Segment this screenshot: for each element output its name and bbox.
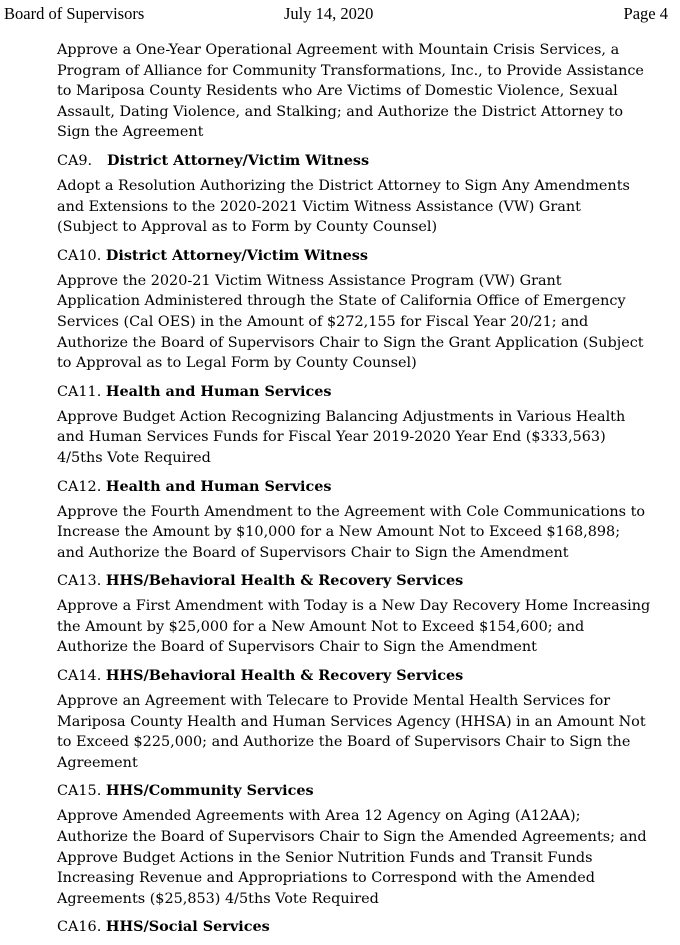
agenda-item-heading [57, 917, 660, 937]
agenda-item-department: HHS/Community Services [105, 782, 314, 800]
agenda-item-code: CA15. [57, 783, 102, 800]
agenda-item-department: District Attorney/Victim Witness [107, 151, 370, 169]
agenda-item [57, 666, 660, 773]
agenda-item-description: Approve a First Amendment with Today is a New Day Recovery Home Increasing the Amount by $25,000 for a New Amount Not to Exceed $154,600; and Authorize the Board of Supervisors Chair to Sign the Amendment [57, 598, 651, 656]
agenda-item-heading [57, 571, 660, 591]
header-page-number: Page 4 [623, 4, 668, 23]
agenda-item-heading [57, 151, 660, 171]
agenda-item [57, 246, 660, 374]
agenda-item-department: Health and Human Services [105, 382, 332, 400]
agenda-item-description: Approve Amended Agreements with Area 12 Agency on Aging (A12AA); Authorize the Board of Supervisors Chair to Sign the Amended Agreements; and Approve Budget Actions in the Senior Nutrition Funds and Transit Funds Increasing Revenue and Appropriations to Correspond with the Amended Agreements ($25,853) 4/5ths Vote Required [57, 808, 647, 907]
agenda-item-department: Health and Human Services [105, 477, 332, 495]
agenda-item-description: Approve Budget Action Recognizing Balancing Adjustments in Various Health and Human Services Funds for Fiscal Year 2019-2020 Year End ($333,563) 4/5ths Vote Required [57, 408, 626, 466]
agenda-item [57, 151, 660, 238]
page-header [4, 4, 668, 24]
agenda-item [57, 382, 660, 469]
header-date: July 14, 2020 [284, 4, 374, 23]
agenda-item-description: Approve the Fourth Amendment to the Agreement with Cole Communications to Increase the Amount by $10,000 for a New Amount Not to Exceed $168,898; and Authorize the Board of Supervisors Chair to Sign the Amendment [57, 503, 646, 561]
agenda-item-description: Approve the 2020-21 Victim Witness Assistance Program (VW) Grant Application Administered through the State of California Office of Emergency Services (Cal OES) in the Amount of $272,155 for Fiscal Year 20/21; and Authorize the Board of Supervisors Chair to Sign the Grant Application (Subject to Approval as to Legal Form by County Counsel) [57, 272, 644, 372]
agenda-item-code: CA11. [57, 383, 102, 400]
agenda-item [57, 477, 660, 564]
continued-item-description: Approve a One-Year Operational Agreement with Mountain Crisis Services, a Program of Alliance for Community Transformations, Inc., to Provide Assistance to Mariposa County Residents who Are Victims of Domestic Violence, Sexual Assault, Dating Violence, and Stalking; and Authorize the District Attorney to Sign the Agreement [57, 42, 644, 141]
agenda-item-department: HHS/Behavioral Health & Recovery Services [105, 572, 464, 590]
agenda-item-heading [57, 477, 660, 497]
agenda-item-description: Adopt a Resolution Authorizing the District Attorney to Sign Any Amendments and Extensions to the 2020-2021 Victim Witness Assistance (VW) Grant (Subject to Approval as to Form by County Counsel) [57, 177, 630, 236]
agenda-item [57, 917, 660, 937]
agenda-item-department: HHS/Social Services [105, 918, 270, 936]
agenda-item [57, 571, 660, 658]
agenda-item-department: HHS/Behavioral Health & Recovery Services [105, 667, 464, 685]
agenda-item-code: CA14. [57, 668, 102, 685]
agenda-item-description: Approve an Agreement with Telecare to Provide Mental Health Services for Mariposa County Health and Human Services Agency (HHSA) in an Amount Not to Exceed $225,000; and Authorize the Board of Supervisors Chair to Sign the Agreement [57, 693, 646, 771]
agenda-item-heading [57, 382, 660, 402]
agenda-item-code: CA10. [57, 247, 102, 264]
agenda-item-code: CA9. [57, 152, 93, 169]
agenda-item-code: CA16. [57, 919, 102, 936]
agenda-item-code: CA13. [57, 573, 102, 590]
agenda-item-heading [57, 246, 660, 266]
header-board-name: Board of Supervisors [4, 4, 145, 23]
agenda-item-department: District Attorney/Victim Witness [105, 246, 368, 264]
agenda-item-heading [57, 781, 660, 801]
agenda-content [57, 40, 660, 942]
agenda-item [57, 781, 660, 909]
agenda-item-code: CA12. [57, 478, 102, 495]
agenda-item-heading [57, 666, 660, 686]
